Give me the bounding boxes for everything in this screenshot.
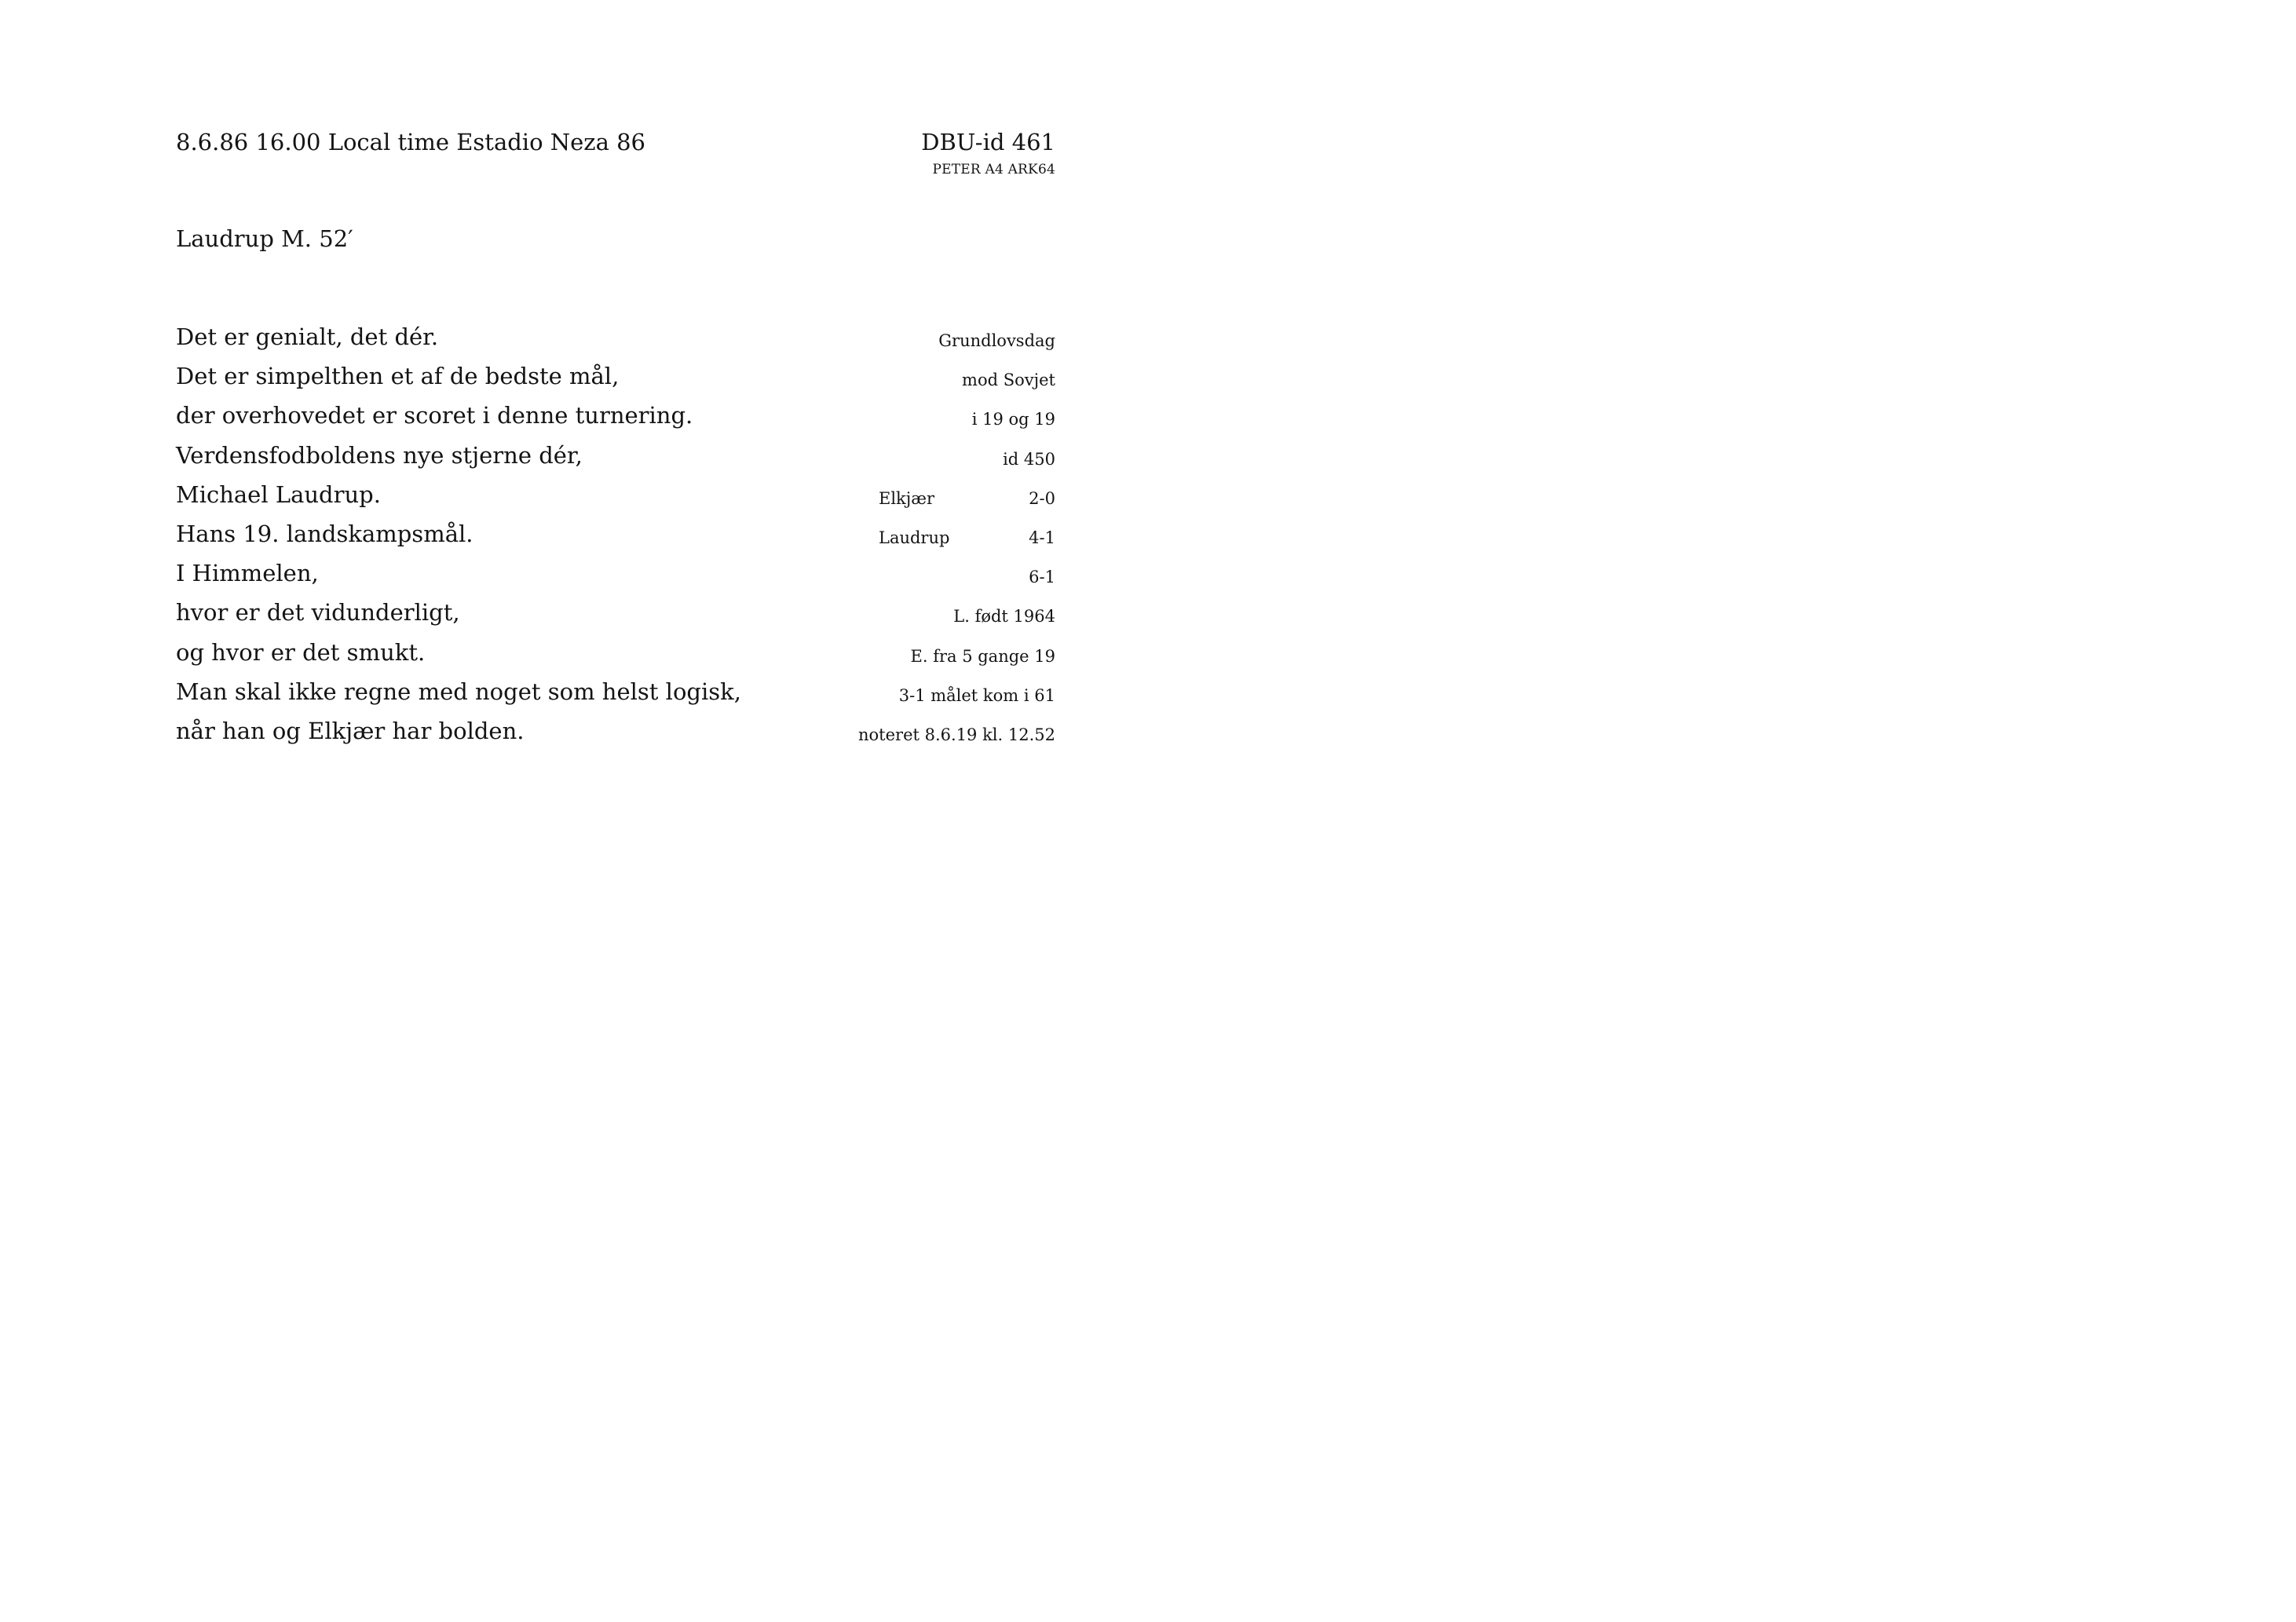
note-laudrup-score: 4-1 — [1029, 528, 1055, 547]
match-info: 8.6.86 16.00 Local time Estadio Neza 86 — [176, 129, 645, 155]
poem-line: Michael Laudrup. — [176, 480, 381, 508]
poem-line: og hvor er det smukt. — [176, 638, 426, 666]
poem-line: når han og Elkjær har bolden. — [176, 717, 525, 744]
note-elkjaer-five: E. fra 5 gange 19 — [910, 646, 1055, 666]
note-laudrup-name: Laudrup — [879, 528, 950, 547]
note-elkjaer-score: 2-0 — [1029, 488, 1055, 508]
archive-code: PETER A4 ARK64 — [932, 162, 1055, 177]
poem-line: hvor er det vidunderligt, — [176, 599, 460, 627]
note-grundlovsdag: Grundlovsdag — [938, 331, 1055, 350]
note-noted: noteret 8.6.19 kl. 12.52 — [858, 725, 1055, 744]
poem-line: I Himmelen, — [176, 560, 319, 587]
poem-line: der overhovedet er scoret i denne turnering. — [176, 402, 693, 429]
poem-line: Det er genialt, det dér. — [176, 323, 439, 350]
margin-notes — [796, 321, 1055, 754]
document-page — [0, 0, 1225, 865]
note-elkjaer-name: Elkjær — [879, 488, 935, 508]
note-id: id 450 — [1003, 449, 1055, 469]
note-laudrup-goal — [796, 518, 1055, 557]
goal-scorer: Laudrup M. 52′ — [176, 225, 353, 252]
poem-line: Man skal ikke regne med noget som helst logisk, — [176, 678, 741, 705]
poem-line: Hans 19. landskampsmål. — [176, 520, 473, 547]
poem-line: Verdensfodboldens nye stjerne dér, — [176, 441, 583, 469]
note-opponent: mod Sovjet — [962, 371, 1055, 390]
dbu-id: DBU-id 461 — [921, 129, 1055, 155]
poem — [176, 317, 741, 751]
poem-line: Det er simpelthen et af de bedste mål, — [176, 363, 620, 390]
note-goal-minute: 3-1 målet kom i 61 — [898, 685, 1055, 705]
note-year: i 19 og 19 — [971, 410, 1055, 429]
note-elkjaer-goal — [796, 479, 1055, 518]
header-right-block — [921, 128, 1055, 178]
note-final-score: 6-1 — [1029, 568, 1055, 587]
note-born: L. født 1964 — [953, 607, 1055, 627]
